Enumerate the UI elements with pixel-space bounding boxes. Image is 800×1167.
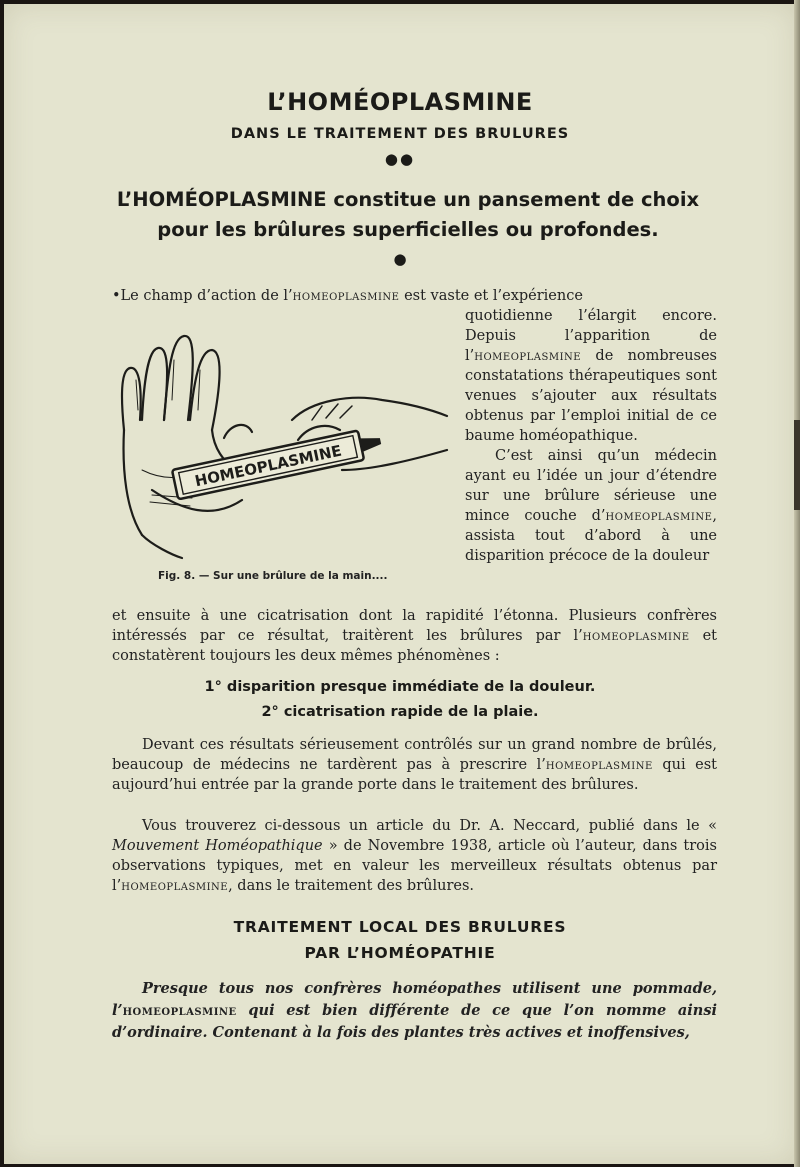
paragraph-1-right-column: quotidienne l’élargit encore. Depuis l’apparition de l’homeoplasmine de nombreuses constatations thérapeutiques sont venues s’ajouter aux résultats obtenus par l’emploi initial de ce baume homéopathique. C’est ainsi qu’un médecin ayant eu l’idée un jour d’étendre sur une brûlure sérieuse une mince couche d’homeoplasmine, assista tout d’abord à une disparition précoce de la douleur <box>465 308 717 564</box>
section-title-line-1: TRAITEMENT LOCAL DES BRULURES <box>233 918 567 936</box>
page-title: L’HOMÉOPLASMINE <box>267 88 533 116</box>
hand-illustration <box>112 320 457 560</box>
point-1: 1° disparition presque immédiate de la douleur. <box>204 679 596 695</box>
figure-caption: Fig. 8. — Sur une brûlure de la main.... <box>158 570 388 582</box>
ornament-2: ● <box>393 250 407 268</box>
section-title-line-2: PAR L’HOMÉOPATHIE <box>304 944 496 962</box>
page-subtitle: DANS LE TRAITEMENT DES BRULURES <box>230 126 570 142</box>
ornament: ●● <box>384 150 416 168</box>
paragraph-3: Vous trouverez ci-dessous un article du Dr. A. Neccard, publié dans le « Mouvement Homéopathique » de Novembre 1938, article où l’auteur, dans trois observations typiques, met en valeur les merveilleux résultats obtenus par l’homeoplasmine, dans le traitement des brûlures. <box>112 818 717 894</box>
paragraph-1-continuation: et ensuite à une cicatrisation dont la rapidité l’étonna. Plusieurs confrères intéressés par ce résultat, traitèrent les brûlures par l’homeoplasmine et constatèrent toujours les deux mêmes phénomènes : <box>112 608 717 664</box>
paragraph-1-first-line: •Le champ d’action de l’homeoplasmine est vaste et l’expérience <box>112 288 583 304</box>
point-2: 2° cicatrisation rapide de la plaie. <box>261 704 539 720</box>
binding-edge <box>794 420 800 510</box>
tube-label: HOMEOPLASMINE <box>193 441 344 491</box>
paragraph-4: Presque tous nos confrères homéopathes utilisent une pommade, l’homeoplasmine qui est bien différente de ce que l’on nomme ainsi d’ordinaire. Contenant à la fois des plantes très actives et inoffensives, <box>112 980 717 1041</box>
lead-statement: L’HOMÉOPLASMINE constitue un pansement de choix pour les brûlures superficielles ou profondes. <box>116 188 700 241</box>
page-edge <box>794 0 800 1167</box>
paragraph-2: Devant ces résultats sérieusement contrôlés sur un grand nombre de brûlés, beaucoup de médecins ne tardèrent pas à prescrire l’homeoplasmine qui est aujourd’hui entrée par la grande porte dans le traitement des brûlures. <box>112 737 717 793</box>
